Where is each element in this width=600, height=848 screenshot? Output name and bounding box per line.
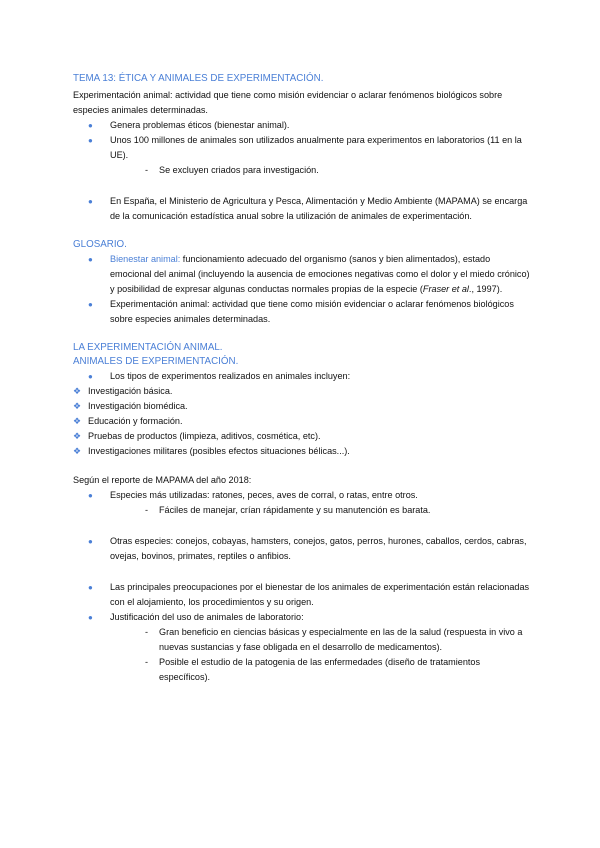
bullet-item: ● Otras especies: conejos, cobayas, hamsters, conejos, gatos, perros, hurones, caballos, cerdos, cabras, ovejas, bovinos, primates, reptiles o anfibios. (73, 534, 530, 564)
type-item: ❖ Investigación biomédica. (73, 399, 600, 414)
glossary-item-experimentacion: ● Experimentación animal: actividad que tiene como misión evidenciar o aclarar fenómenos biológicos sobre especies animales determinadas. (73, 297, 530, 327)
intro-paragraph: Experimentación animal: actividad que tiene como misión evidenciar o aclarar fenómenos biológicos sobre especies animales determinadas. (73, 90, 503, 115)
sub-item: - Se excluyen criados para investigación. (145, 163, 600, 178)
report-lead: Según el reporte de MAPAMA del año 2018: (73, 475, 252, 485)
glossary-definition: funcionamiento adecuado del organismo (sanos y bien alimentados), estado emocional del animal (incluyendo la ausencia de emociones negativas como el dolor y el miedo crónico) y posibilidad de expresar algunas conductas normales propias de la especie ( (110, 254, 530, 294)
glossary-item-bienestar (73, 252, 530, 297)
bullet-item: ● En España, el Ministerio de Agricultura y Pesca, Alimentación y Medio Ambiente (MAPAMA) se encarga de la comunicación estadística anual sobre la utilización de animales de experimentación. (73, 194, 530, 224)
citation: Fraser et al (422, 284, 469, 294)
bullet-item: ● Genera problemas éticos (bienestar animal). (73, 118, 530, 133)
sub-item: - Fáciles de manejar, crían rápidamente y su manutención es barata. (145, 503, 600, 518)
type-item: ❖ Investigación básica. (73, 384, 600, 399)
type-item: ❖ Investigaciones militares (posibles efectos situaciones bélicas...). (73, 444, 600, 459)
type-item: ❖ Educación y formación. (73, 414, 600, 429)
bullet-item: ● Unos 100 millones de animales son utilizados anualmente para experimentos en laboratorios (11 en la UE). (73, 133, 530, 163)
type-item: ❖ Pruebas de productos (limpieza, aditivos, cosmética, etc). (73, 429, 600, 444)
section-title-experimentacion: LA EXPERIMENTACIÓN ANIMAL. (73, 342, 223, 353)
bullet-item: ● Justificación del uso de animales de laboratorio: (73, 610, 530, 625)
citation-end: ., 1997). (468, 284, 503, 294)
sub-item: - Gran beneficio en ciencias básicas y especialmente en las de la salud (respuesta in vivo a nuevas sustancias y fase obligada en el desarrollo de medicamentos). (145, 625, 530, 655)
section-title-tema13: TEMA 13: ÉTICA Y ANIMALES DE EXPERIMENTACIÓN. (73, 73, 324, 84)
bullet-item: ● Los tipos de experimentos realizados en animales incluyen: (73, 369, 600, 384)
bullet-item: ● Las principales preocupaciones por el bienestar de los animales de experimentación están relacionadas con el alojamiento, los procedimientos y su origen. (73, 580, 530, 610)
glossary-term: Bienestar animal: (110, 254, 181, 264)
section-title-glosario: GLOSARIO. (73, 239, 127, 250)
section-title-animales: ANIMALES DE EXPERIMENTACIÓN. (73, 356, 239, 367)
sub-item: - Posible el estudio de la patogenia de las enfermedades (diseño de tratamientos específicos). (145, 655, 530, 685)
bullet-item: ● Especies más utilizadas: ratones, peces, aves de corral, o ratas, entre otros. (73, 488, 530, 503)
